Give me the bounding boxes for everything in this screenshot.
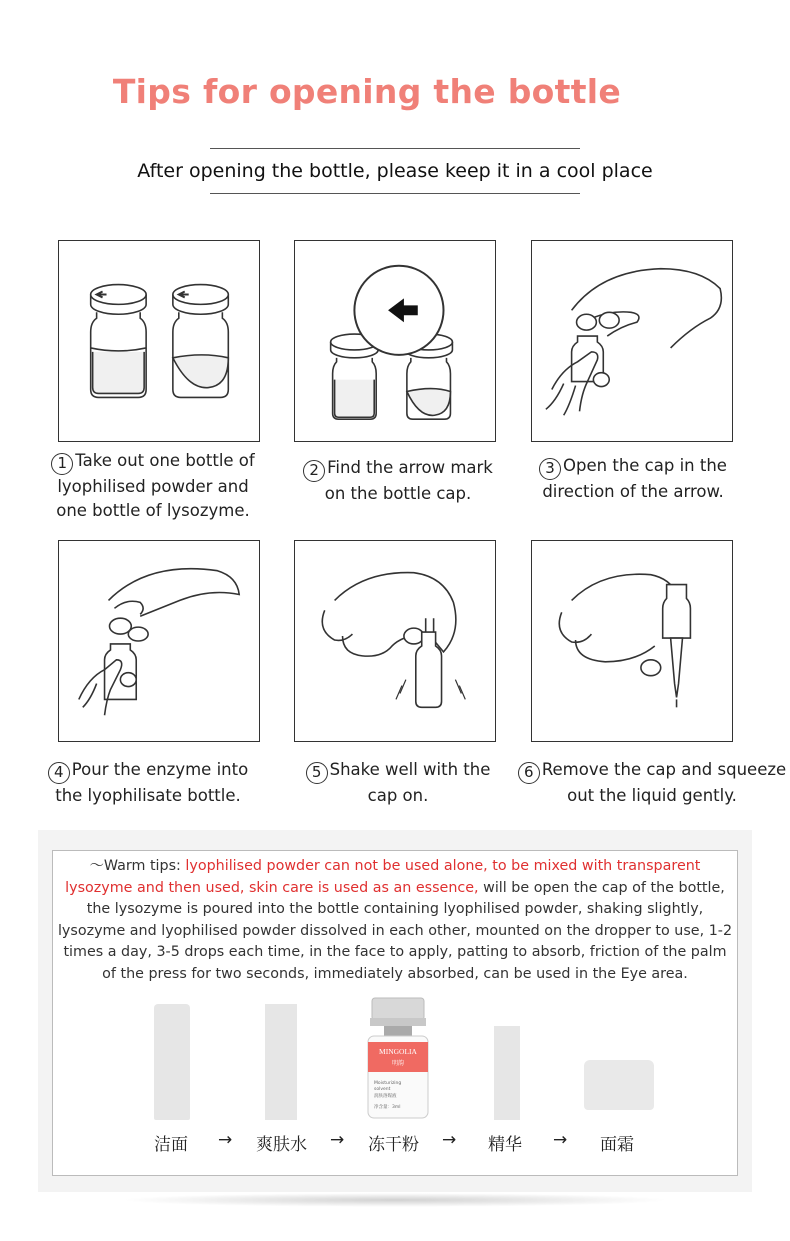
step-5-illustration xyxy=(294,540,496,742)
step-3-number: 3 xyxy=(539,458,561,480)
step-1-number: 1 xyxy=(51,453,73,475)
step-5-number: 5 xyxy=(306,762,328,784)
flow-step-essence: 精华 xyxy=(488,1135,522,1155)
page-subtitle: After opening the bottle, please keep it in a cool place xyxy=(137,160,653,182)
step-2-illustration xyxy=(294,240,496,442)
flow-arrow-2: → xyxy=(330,1130,345,1150)
step-1-illustration xyxy=(58,240,260,442)
step-6-illustration xyxy=(531,540,733,742)
step-4-caption: 4 Pour the enzyme into the lyophilisate bottle. xyxy=(28,758,268,808)
step-6-number: 6 xyxy=(518,762,540,784)
vial-brand: MINGOLIA xyxy=(379,1047,417,1056)
flow-step-cream: 面霜 xyxy=(600,1135,634,1155)
warm-tips-text: 〜Warm tips: lyophilised powder can not be used alone, to be mixed with transparent lysozyme and then used, skin care is used as an essence, will be open the cap of the bottle, the lysozyme is poured into the bottle containing lyophilised powder, shaking slightly, lysozyme and lyophilised powder dissolved in each other, mounted on the dropper to use, 1-2 times a day, 3-5 drops each time, in the face to apply, patting to absorb, friction of the palm of the press for two seconds, immediately absorbed, can be used in the Eye area. xyxy=(57,858,733,982)
flow-arrow-4: → xyxy=(553,1130,568,1150)
flow-arrow-1: → xyxy=(218,1130,233,1150)
flow-step-cleanser: 洁面 xyxy=(154,1135,188,1155)
vial-line-2: solvent xyxy=(374,1087,391,1092)
cleanser-tube-image xyxy=(154,1004,190,1120)
step-1-caption: 1 Take out one bottle of lyophilised powder and one bottle of lysozyme. xyxy=(28,449,278,523)
vial-line-1: Moisturizing xyxy=(374,1081,402,1086)
panel-shadow xyxy=(120,1193,670,1207)
divider-top xyxy=(210,148,580,149)
essence-bottle-image xyxy=(494,1026,520,1120)
vial-brand-cn: 明韵 xyxy=(391,1060,405,1067)
flow-arrow-3: → xyxy=(442,1130,457,1150)
step-4-number: 4 xyxy=(48,762,70,784)
cream-jar-image xyxy=(584,1060,654,1110)
step-5-caption: 5 Shake well with the cap on. xyxy=(278,758,518,808)
flow-step-toner: 爽肤水 xyxy=(256,1135,307,1155)
warm-tips-warning: lyophilised powder can not be used alone, to be mixed with transparent lysozyme and then used, skin care is used as an essence, xyxy=(65,858,701,896)
vial-volume: 净含量：3ml xyxy=(374,1105,401,1110)
step-3-caption: 3 Open the cap in the direction of the arrow. xyxy=(518,454,748,504)
divider-bottom xyxy=(210,193,580,194)
step-4-illustration xyxy=(58,540,260,742)
step-6-caption: 6 Remove the cap and squeeze out the liquid gently. xyxy=(516,758,788,808)
vial-line-3: 润肤溶媒液 xyxy=(374,1094,397,1099)
page-title: Tips for opening the bottle xyxy=(112,72,622,111)
step-3-illustration xyxy=(531,240,733,442)
flow-step-powder: 冻干粉 xyxy=(368,1135,419,1155)
step-2-caption: 2 Find the arrow mark on the bottle cap. xyxy=(278,456,518,506)
step-2-number: 2 xyxy=(303,460,325,482)
lyophilized-powder-vial-image xyxy=(366,996,430,1120)
toner-bottle-image xyxy=(265,1004,297,1120)
